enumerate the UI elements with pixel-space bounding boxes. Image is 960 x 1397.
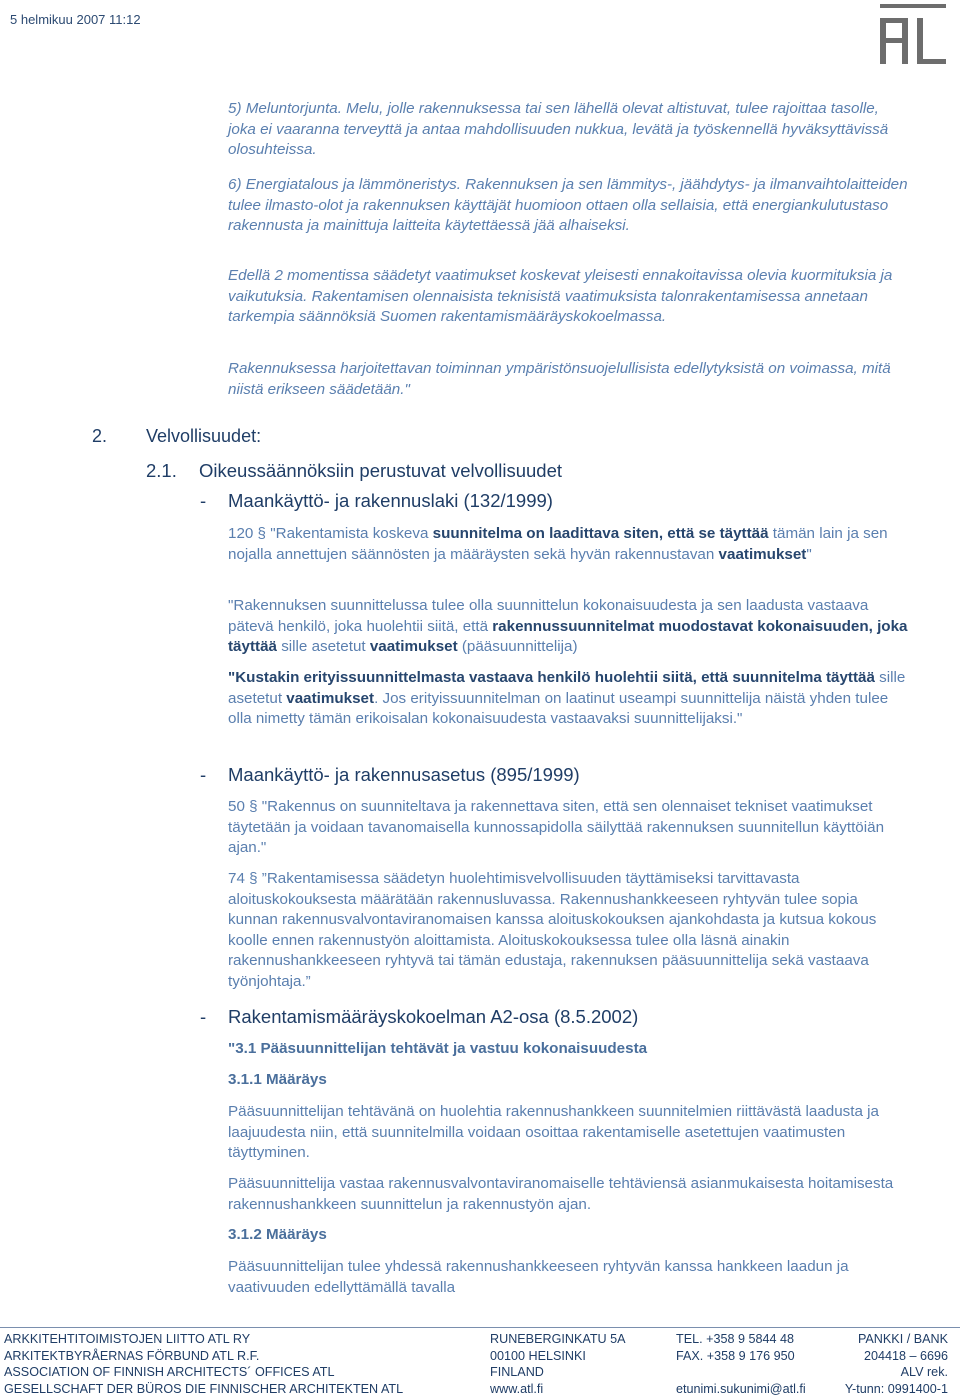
footer-blank (676, 1364, 806, 1381)
print-date: 5 helmikuu 2007 11:12 (10, 12, 141, 27)
law2-title: Maankäyttö- ja rakennusasetus (895/1999) (228, 764, 580, 786)
paragraph-energiatalous: 6) Energiatalous ja lämmöneristys. Rakennuksen ja sen lämmitys-, jäähdytys- ja ilmanvaihtolaitteiden tulee ilmasto-olot ja rakennuksen käyttäjät huomioon ottaen olla sellaisia, että energiankulutustaso rakennusta ja mainittuja laitteita käytettäessä jää alhaiseksi. (228, 175, 908, 237)
paragraph-ymparisto: Rakennuksessa harjoitettavan toiminnan ympäristönsuojelullisista edellytyksistä on voimassa, mitä niistä erikseen säädetään." (228, 359, 908, 400)
atl-logo (880, 4, 946, 64)
footer-street: RUNEBERGINKATU 5A (490, 1331, 626, 1348)
footer-org-en: ASSOCIATION OF FINNISH ARCHITECTS´ OFFICES ATL (4, 1364, 403, 1381)
law3-title: Rakentamismääräyskokoelman A2-osa (8.5.2002) (228, 1006, 638, 1028)
emphasis: vaatimukset (286, 690, 374, 707)
footer-bank-label: PANKKI / BANK (845, 1331, 948, 1348)
law1-paragraph-erityissuunnittelija (228, 668, 908, 730)
emphasis: rakennussuunnitelmat muodostavat kokonaisuuden, joka täyttää (228, 618, 907, 656)
law3-subheading-312: 3.1.2 Määräys (228, 1226, 327, 1243)
section-21-number: 2.1. (146, 460, 177, 482)
footer-fax: FAX. +358 9 176 950 (676, 1348, 806, 1365)
text: "Rakennuksen suunnittelussa tulee olla suunnittelun kokonaisuudesta ja sen laadusta vastaava pätevä henkilö, joka huolehtii siitä, että (228, 597, 868, 635)
law3-subheading-311: 3.1.1 Määräys (228, 1071, 327, 1088)
emphasis: vaatimukset (719, 546, 807, 563)
footer-contact (676, 1331, 806, 1397)
footer-country: FINLAND (490, 1364, 626, 1381)
footer-org-fi: ARKKITEHTITOIMISTOJEN LIITTO ATL RY (4, 1331, 403, 1348)
emphasis: vaatimukset (370, 638, 458, 655)
law3-paragraph-1: Pääsuunnittelijan tehtävänä on huolehtia rakennushankkeen suunnitelmien riittävästä laadusta ja laajuudesta niin, että suunnitelmilla voidaan osoittaa rakentamiselle asetettujen vaatimusten täyttyminen. (228, 1102, 908, 1164)
law1-paragraph-120 (228, 524, 908, 565)
emphasis: "Kustakin erityissuunnittelmasta vastaava henkilö huolehtii siitä, että suunnitelma täyttää (228, 669, 875, 686)
text: tämän lain ja sen nojalla annettujen säännösten ja määräysten sekä hyvän rakennustavan (228, 525, 888, 563)
footer-vat: ALV rek. (845, 1364, 948, 1381)
footer-divider (0, 1327, 960, 1328)
paragraph-meluntorjunta: 5) Meluntorjunta. Melu, jolle rakennuksessa tai sen lähellä olevat altistuvat, tulee rajoittaa tasolle, joka ei vaaranna terveyttä ja antaa mahdollisuuden nukkua, levätä ja työskennellä hyväksyttävissä olosuhteissa. (228, 99, 908, 161)
bullet-dash: - (200, 1006, 206, 1028)
text: sille asetetut (228, 669, 905, 707)
law3-paragraph-2: Pääsuunnittelija vastaa rakennusvalvontaviranomaiselle tehtäviensä asianmukaisesta hoitamisesta rakennushankkeen suunnittelun ja rakennustyön ajan. (228, 1174, 908, 1215)
footer-org-sv: ARKITEKTBYRÅERNAS FÖRBUND ATL R.F. (4, 1348, 403, 1365)
text: " (806, 546, 811, 563)
section-2-number: 2. (92, 426, 107, 447)
footer-website-link[interactable]: www.atl.fi (490, 1381, 626, 1397)
law2-paragraph-74: 74 § ”Rakentamisessa säädetyn huolehtimisvelvollisuuden täyttämiseksi tarvittavasta aloituskokouksesta määrätään rakennusluvassa. Rakennushankkeeseen ryhtyvän tulee sopia kunnan rakennusvalvontaviranomaisen kanssa aloituskokouksen ajankohdasta ja kutsua kokous koolle ennen rakennustyön aloittamista. Aloituskokouksessa tulee olla läsnä ainakin rakennushankkeeseen ryhtyvä tai tämän edustaja, rakennuksen pääsuunnittelija sekä vastaava työnjohtaja.” (228, 869, 908, 993)
section-21-title: Oikeussäännöksiin perustuvat velvollisuudet (199, 460, 562, 482)
footer-city: 00100 HELSINKI (490, 1348, 626, 1365)
law1-paragraph-paasuunnittelija (228, 596, 908, 658)
section-2-title: Velvollisuudet: (146, 426, 261, 447)
paragraph-vaatimukset: Edellä 2 momentissa säädetyt vaatimukset koskevat yleisesti ennakoitavissa olevia kuormituksia ja vaikutuksia. Rakentamisen olennaisista teknisistä vaatimuksista talonrakentamisessa annetaan tarkempia säännöksiä Suomen rakentamismääräyskokoelmassa. (228, 266, 908, 328)
law3-paragraph-3: Pääsuunnittelijan tulee yhdessä rakennushankkeeseen ryhtyvän kanssa hankkeen laadun ja vaativuuden edellyttämällä tavalla (228, 1257, 908, 1298)
footer-organization (4, 1331, 403, 1397)
section-number: 120 § (228, 525, 266, 542)
law3-heading: "3.1 Pääsuunnittelijan tehtävät ja vastuu kokonaisuudesta (228, 1040, 647, 1057)
footer-address (490, 1331, 626, 1397)
bullet-dash: - (200, 490, 206, 512)
text: (pääsuunnittelija) (458, 638, 578, 655)
footer-org-de: GESELLSCHAFT DER BÜROS DIE FINNISCHER ARCHITEKTEN ATL (4, 1381, 403, 1397)
footer-bank (845, 1331, 948, 1397)
footer-business-id: Y-tunn: 0991400-1 (845, 1381, 948, 1397)
law1-title: Maankäyttö- ja rakennuslaki (132/1999) (228, 490, 553, 512)
bullet-dash: - (200, 764, 206, 786)
law2-paragraph-50: 50 § "Rakennus on suunniteltava ja rakennettava siten, että sen olennaiset tekniset vaatimukset täytetään ja voidaan tavanomaisella kunnossapidolla säilyttää rakennuksen suunnitellun käyttöiän ajan." (228, 797, 908, 859)
footer-phone: TEL. +358 9 5844 48 (676, 1331, 806, 1348)
footer-bank-account: 204418 – 6696 (845, 1348, 948, 1365)
emphasis: suunnitelma on laadittava siten, että se täyttää (433, 525, 769, 542)
text: "Rakentamista koskeva (266, 525, 433, 542)
text: sille asetetut (277, 638, 370, 655)
footer-email-link[interactable]: etunimi.sukunimi@atl.fi (676, 1381, 806, 1397)
text: . Jos erityissuunnitelman on laatinut useampi suunnittelija näistä yhden tulee olla nimetty tämän erikoisalan kokonaisuudesta vastaavaksi suunnittelijaksi." (228, 690, 888, 728)
